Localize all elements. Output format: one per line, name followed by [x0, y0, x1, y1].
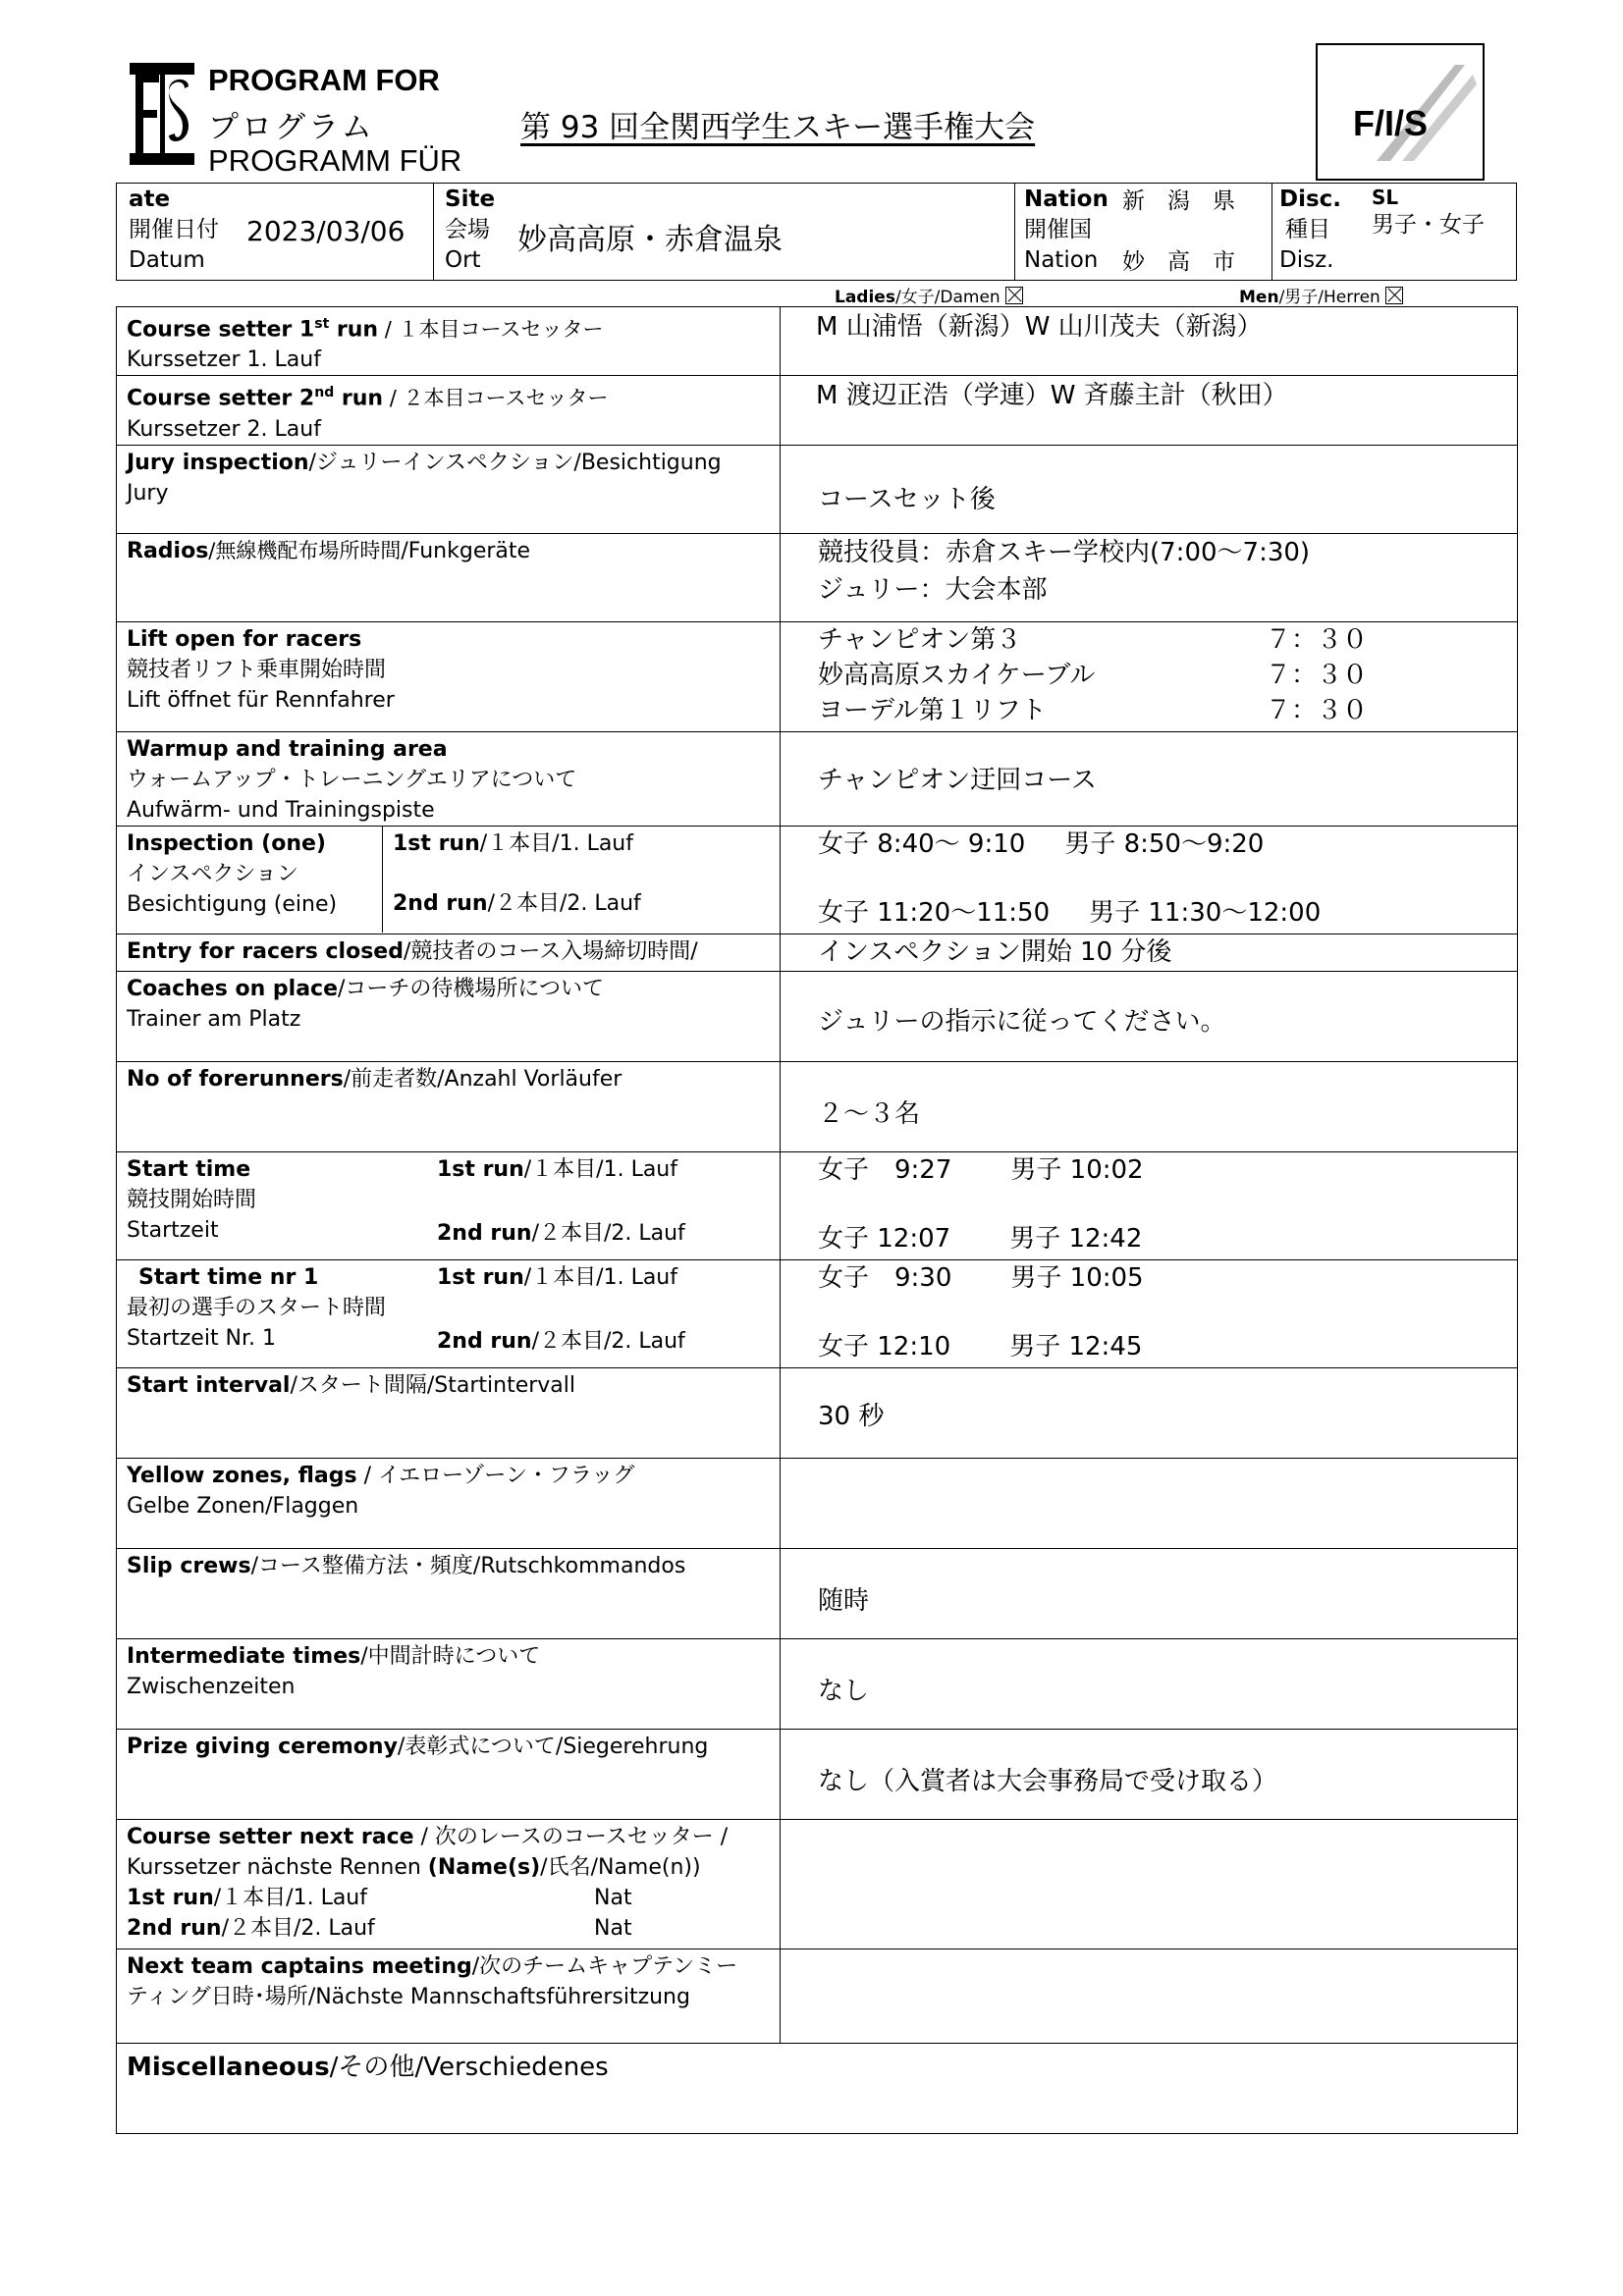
info-bar: [116, 183, 1517, 281]
men-indicator: [1239, 283, 1403, 307]
radios-value-jury: ジュリー：大会本部: [818, 574, 1048, 605]
event-title: 第 93 回全関西学生スキー選手権大会: [520, 110, 1036, 145]
ladies-label: Ladies: [835, 288, 895, 307]
yellow-label: Yellow zones, flags / イエローゾーン・フラッグ Gelbe Zonen/Flaggen: [117, 1458, 781, 1548]
radios-value: [781, 533, 1518, 621]
setter2-value: M 渡辺正浩（学連）W 斉藤主計（秋田）: [781, 376, 1518, 445]
site-label-de: Ort: [445, 247, 481, 273]
men-suffix: /男子/Herren: [1278, 288, 1380, 307]
setter1-label: Course setter 1st run / １本目コースセッター Kurssetzer 1. Lauf: [117, 307, 781, 376]
fis-logo-right: [1316, 43, 1485, 181]
start-nr1-label: Start time nr 1 最初の選手のスタート時間 Startzeit Nr. 1 1st run/１本目/1. Lauf 2nd run/２本目/2. Lauf: [117, 1259, 781, 1367]
disc-label-jp: 種目: [1285, 217, 1330, 242]
date-label-jp: 開催日付: [129, 217, 219, 242]
next-setter-label: Course setter next race / 次のレースのコースセッター / Kurssetzer nächste Rennen (Name(s)/氏名/Name(n)) 1st run/１本目/1. Lauf Nat 2nd run/２本目/2. Lauf Nat: [117, 1819, 781, 1949]
captains-label: Next team captains meeting/次のチームキャプテンミー ティング日時･場所/Nächste Mannschaftsführersitzung: [117, 1949, 781, 2043]
ladies-checkbox-icon: [1005, 287, 1023, 304]
setter1-value: M 山浦悟（新潟）W 山川茂夫（新潟）: [781, 307, 1518, 376]
radios-label: Radios/無線機配布場所時間/Funkgeräte: [117, 533, 781, 621]
nation-value-city: 妙 高 市: [1122, 249, 1235, 275]
prize-value: なし（入賞者は大会事務局で受け取る）: [781, 1729, 1518, 1819]
warmup-value: チャンピオン迂回コース: [781, 731, 1518, 826]
row-intermediate: [117, 1638, 1518, 1729]
title-japanese: プログラム: [208, 110, 375, 145]
disc-label-en: Disc.: [1279, 187, 1342, 212]
row-radios: [117, 533, 1518, 621]
disc-label-de: Disz.: [1279, 247, 1334, 273]
row-warmup: [117, 731, 1518, 826]
fis-logo-left-icon: [128, 61, 196, 167]
row-prize: [117, 1729, 1518, 1819]
inspection-value: 女子 8:40～ 9:10 男子 8:50～9:20 女子 11:20～11:50 男子 11:30～12:00: [781, 826, 1518, 934]
row-start-time: [117, 1151, 1518, 1259]
lift-value: [781, 621, 1518, 731]
row-lift: [117, 621, 1518, 731]
row-start-nr1: [117, 1259, 1518, 1367]
interval-label: Start interval/スタート間隔/Startintervall: [117, 1367, 781, 1458]
site-label-jp: 会場: [445, 217, 490, 242]
prize-label: Prize giving ceremony/表彰式について/Siegerehrung: [117, 1729, 781, 1819]
men-label: Men: [1239, 288, 1279, 307]
entry-label: Entry for racers closed/競技者のコース入場締切時間/: [117, 934, 781, 971]
misc-label: Miscellaneous/その他/Verschiedenes: [117, 2043, 1518, 2133]
row-jury: [117, 445, 1518, 533]
slip-value: 随時: [781, 1548, 1518, 1638]
row-misc: [117, 2043, 1518, 2133]
start-time-value: 女子 9:27 男子 10:02 女子 12:07 男子 12:42: [781, 1151, 1518, 1259]
date-value: 2023/03/06: [246, 215, 406, 247]
lift-label: Lift open for racers 競技者リフト乗車開始時間 Lift öffnet für Rennfahrer: [117, 621, 781, 731]
site-label-en: Site: [445, 187, 496, 212]
site-value: 妙高高原・赤倉温泉: [517, 223, 783, 257]
men-checkbox-icon: [1385, 287, 1403, 304]
lift-item: ヨーデル第１リフト ７：３０: [818, 695, 1368, 725]
ladies-suffix: /女子/Damen: [894, 288, 1001, 307]
jury-label: Jury inspection/ジュリーインスペクション/Besichtigung Jury: [117, 445, 781, 533]
title-german: PROGRAMM FÜR: [208, 143, 462, 178]
nation-label-de: Nation: [1024, 247, 1099, 273]
row-yellow: [117, 1458, 1518, 1548]
lift-item: 妙高高原スカイケーブル ７：３０: [818, 660, 1368, 690]
row-inspection: [117, 826, 1518, 934]
nation-value-prefecture: 新 潟 県: [1122, 188, 1235, 214]
date-label-de: Datum: [129, 247, 205, 273]
date-label-en: ate: [129, 187, 171, 212]
row-interval: [117, 1367, 1518, 1458]
title-english: PROGRAM FOR: [208, 63, 440, 97]
disc-value-sl: SL: [1372, 186, 1399, 209]
radios-value-officials: 競技役員：赤倉スキー学校内(7:00～7:30): [818, 537, 1311, 567]
row-slip: [117, 1548, 1518, 1638]
row-setter2: [117, 376, 1518, 445]
yellow-value: [781, 1458, 1518, 1548]
program-table: [116, 306, 1518, 2134]
fis-logo-icon: [1318, 45, 1483, 179]
row-coaches: [117, 971, 1518, 1061]
row-next-setter: [117, 1819, 1518, 1949]
row-captains: [117, 1949, 1518, 2043]
disc-value-gender: 男子・女子: [1372, 212, 1485, 238]
row-setter1: [117, 307, 1518, 376]
interval-value: 30 秒: [781, 1367, 1518, 1458]
nation-label-jp: 開催国: [1024, 217, 1092, 242]
setter2-label: Course setter 2nd run / ２本目コースセッター Kurssetzer 2. Lauf: [117, 376, 781, 445]
forerunners-label: No of forerunners/前走者数/Anzahl Vorläufer: [117, 1061, 781, 1151]
intermediate-label: Intermediate times/中間計時について Zwischenzeiten: [117, 1638, 781, 1729]
start-time-label: Start time 競技開始時間 Startzeit 1st run/１本目/1. Lauf 2nd run/２本目/2. Lauf: [117, 1151, 781, 1259]
lift-item: チャンピオン第３ ７：３０: [818, 624, 1368, 655]
ladies-indicator: [835, 283, 1023, 307]
row-entry: [117, 934, 1518, 971]
captains-value: [781, 1949, 1518, 2043]
coaches-value: ジュリーの指示に従ってください。: [781, 971, 1518, 1061]
coaches-label: Coaches on place/コーチの待機場所について Trainer am Platz: [117, 971, 781, 1061]
intermediate-value: なし: [781, 1638, 1518, 1729]
warmup-label: Warmup and training area ウォームアップ・トレーニングエリアについて Aufwärm- und Trainingspiste: [117, 731, 781, 826]
row-forerunners: [117, 1061, 1518, 1151]
slip-label: Slip crews/コース整備方法・頻度/Rutschkommandos: [117, 1548, 781, 1638]
fis-logo-text: F/I/S: [1353, 103, 1429, 143]
nation-label-en: Nation: [1024, 187, 1109, 212]
next-setter-value: [781, 1819, 1518, 1949]
start-nr1-value: 女子 9:30 男子 10:05 女子 12:10 男子 12:45: [781, 1259, 1518, 1367]
entry-value: インスペクション開始 10 分後: [781, 934, 1518, 971]
forerunners-value: ２～３名: [781, 1061, 1518, 1151]
inspection-label: Inspection (one) インスペクション Besichtigung (eine) 1st run/１本目/1. Lauf 2nd run/２本目/2. Lauf: [117, 826, 781, 934]
jury-value: コースセット後: [781, 445, 1518, 533]
